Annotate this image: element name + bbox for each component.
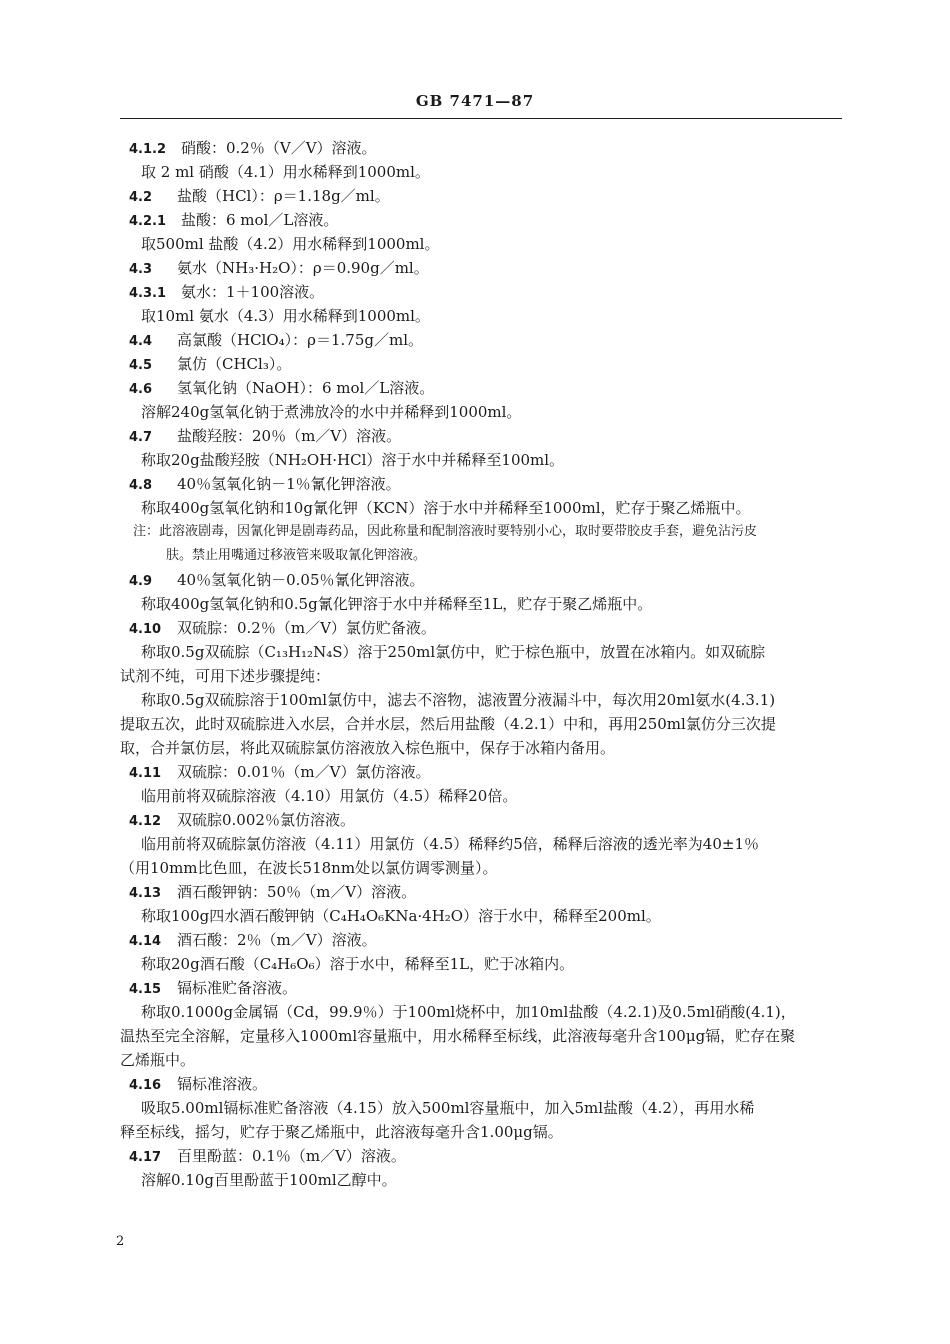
text-line (120, 688, 850, 712)
line-text: 硝酸：0.2％（V／V）溶液。 (181, 139, 377, 157)
text-line (120, 736, 850, 760)
section-number: 4.6 (129, 382, 153, 397)
section-line (120, 472, 850, 496)
section-number: 4.7 (129, 430, 153, 445)
section-line (120, 1144, 850, 1168)
line-text: 氨水（NH₃·H₂O）：ρ＝0.90g／ml。 (177, 259, 429, 277)
line-text: 称取20g盐酸羟胺（NH₂OH·HCl）溶于水中并稀释至100ml。 (141, 451, 565, 469)
section-line (120, 328, 850, 352)
text-line (120, 1168, 850, 1192)
line-text: 取10ml 氨水（4.3）用水稀释到1000ml。 (141, 307, 430, 325)
line-text: 盐酸羟胺：20％（m／V）溶液。 (177, 427, 402, 445)
section-line (120, 136, 850, 160)
line-text: 临用前将双硫腙氯仿溶液（4.11）用氯仿（4.5）稀释约5倍，稀释后溶液的透光率为40±1％ (141, 835, 759, 853)
section-number: 4.16 (129, 1078, 162, 1093)
section-line (120, 928, 850, 952)
line-text: 氨水：1＋100溶液。 (181, 283, 325, 301)
line-text: 镉标准溶液。 (177, 1075, 268, 1093)
text-line (120, 448, 850, 472)
line-text: 释至标线，摇匀，贮存于聚乙烯瓶中，此溶液每毫升含1.00μg镉。 (120, 1123, 563, 1141)
text-line (120, 664, 850, 688)
section-line (120, 280, 850, 304)
text-line (120, 592, 850, 616)
line-text: 溶解240g氢氧化钠于煮沸放冷的水中并稀释到1000ml。 (141, 403, 522, 421)
line-text: 提取五次，此时双硫腙进入水层，合并水层，然后用盐酸（4.2.1）中和，再用250ml氯仿分三次提 (120, 715, 776, 733)
text-line (120, 1048, 850, 1072)
section-line (120, 352, 850, 376)
line-text: 乙烯瓶中。 (120, 1051, 196, 1069)
section-line (120, 1072, 850, 1096)
section-number: 4.4 (129, 334, 153, 349)
text-line (120, 400, 850, 424)
line-text: 氯仿（CHCl₃）。 (177, 355, 292, 373)
text-line (120, 640, 850, 664)
section-number: 4.3.1 (129, 286, 167, 301)
section-line (120, 256, 850, 280)
line-text: 盐酸（HCl）：ρ＝1.18g／ml。 (177, 187, 390, 205)
section-line (120, 616, 850, 640)
section-line (120, 808, 850, 832)
text-line (120, 856, 850, 880)
text-line (120, 784, 850, 808)
header-rule (120, 118, 842, 119)
line-text: 氢氧化钠（NaOH）：6 mol／L溶液。 (177, 379, 435, 397)
section-number: 4.11 (129, 766, 162, 781)
text-line (120, 1120, 850, 1144)
section-number: 4.14 (129, 934, 162, 949)
section-line (120, 208, 850, 232)
line-text: 双硫腙：0.2％（m／V）氯仿贮备液。 (177, 619, 436, 637)
section-line (120, 880, 850, 904)
line-text: 盐酸：6 mol／L溶液。 (181, 211, 339, 229)
line-text: 取，合并氯仿层，将此双硫腙氯仿溶液放入棕色瓶中，保存于冰箱内备用。 (120, 739, 616, 757)
line-text: 取500ml 盐酸（4.2）用水稀释到1000ml。 (141, 235, 440, 253)
line-text: 溶解0.10g百里酚蓝于100ml乙醇中。 (141, 1171, 397, 1189)
section-line (120, 184, 850, 208)
section-line (120, 760, 850, 784)
section-number: 4.5 (129, 358, 153, 373)
line-text: 百里酚蓝：0.1％（m／V）溶液。 (177, 1147, 406, 1165)
line-text: 取 2 ml 硝酸（4.1）用水稀释到1000ml。 (141, 163, 430, 181)
line-text: 双硫腙：0.01％（m／V）氯仿溶液。 (177, 763, 431, 781)
page-number: 2 (116, 1234, 125, 1249)
line-text: 高氯酸（HClO₄）：ρ＝1.75g／ml。 (177, 331, 424, 349)
text-line (120, 160, 850, 184)
line-text: 称取100g四水酒石酸钾钠（C₄H₄O₆KNa·4H₂O）溶于水中，稀释至200ml。 (141, 907, 661, 925)
section-number: 4.9 (129, 574, 153, 589)
note-line (120, 544, 850, 568)
line-text: 称取0.1000g金属镉（Cd，99.9％）于100ml烧杯中，加10ml盐酸（4.2.1)及0.5ml硝酸(4.1)， (141, 1003, 796, 1021)
section-number: 4.15 (129, 982, 162, 997)
line-text: 酒石酸钾钠：50％（m／V）溶液。 (177, 883, 417, 901)
section-number: 4.8 (129, 478, 153, 493)
line-text: 称取400g氢氧化钠和0.5g氰化钾溶于水中并稀释至1L，贮存于聚乙烯瓶中。 (141, 595, 653, 613)
section-number: 4.13 (129, 886, 162, 901)
section-number: 4.2.1 (129, 214, 167, 229)
document-header: GB 7471—87 (415, 92, 535, 110)
line-text: 注：此溶液剧毒，因氰化钾是剧毒药品，因此称量和配制溶液时要特别小心，取时要带胶皮手套，避免沾污皮 (133, 524, 758, 539)
line-text: 称取400g氢氧化钠和10g氰化钾（KCN）溶于水中并稀释至1000ml，贮存于聚乙烯瓶中。 (141, 499, 751, 517)
section-line (120, 376, 850, 400)
section-line (120, 424, 850, 448)
line-text: 称取0.5g双硫腙溶于100ml氯仿中，滤去不溶物，滤液置分液漏斗中，每次用20ml氨水(4.3.1) (141, 691, 776, 709)
section-number: 4.10 (129, 622, 162, 637)
text-line (120, 904, 850, 928)
section-number: 4.12 (129, 814, 162, 829)
text-line (120, 1096, 850, 1120)
section-number: 4.2 (129, 190, 153, 205)
line-text: 温热至完全溶解，定量移入1000ml容量瓶中，用水稀释至标线，此溶液每毫升含100μg镉，贮存在聚 (120, 1027, 796, 1045)
line-text: 吸取5.00ml镉标准贮备溶液（4.15）放入500ml容量瓶中，加入5ml盐酸（4.2），再用水稀 (141, 1099, 755, 1117)
note-line (120, 520, 850, 544)
text-line (120, 1024, 850, 1048)
line-text: 称取0.5g双硫腙（C₁₃H₁₂N₄S）溶于250ml氯仿中，贮于棕色瓶中，放置在冰箱内。如双硫腙 (141, 643, 766, 661)
section-number: 4.3 (129, 262, 153, 277)
line-text: 试剂不纯，可用下述步骤提纯： (120, 667, 331, 685)
text-line (120, 832, 850, 856)
text-line (120, 232, 850, 256)
text-line (120, 304, 850, 328)
section-number: 4.1.2 (129, 142, 167, 157)
section-line (120, 976, 850, 1000)
section-number: 4.17 (129, 1150, 162, 1165)
line-text: 40％氢氧化钠－1％氰化钾溶液。 (177, 475, 401, 493)
line-text: 酒石酸：2％（m／V）溶液。 (177, 931, 377, 949)
line-text: 肤。禁止用嘴通过移液管来吸取氰化钾溶液。 (166, 548, 427, 563)
line-text: 双硫腙0.002％氯仿溶液。 (177, 811, 355, 829)
section-line (120, 568, 850, 592)
text-line (120, 952, 850, 976)
text-line (120, 1000, 850, 1024)
line-text: 称取20g酒石酸（C₄H₆O₆）溶于水中，稀释至1L，贮于冰箱内。 (141, 955, 575, 973)
line-text: （用10mm比色皿，在波长518nm处以氯仿调零测量）。 (120, 859, 498, 877)
document-body (120, 136, 850, 1192)
line-text: 40％氢氧化钠－0.05％氰化钾溶液。 (177, 571, 425, 589)
text-line (120, 712, 850, 736)
line-text: 镉标准贮备溶液。 (177, 979, 298, 997)
line-text: 临用前将双硫腙溶液（4.10）用氯仿（4.5）稀释20倍。 (141, 787, 518, 805)
text-line (120, 496, 850, 520)
